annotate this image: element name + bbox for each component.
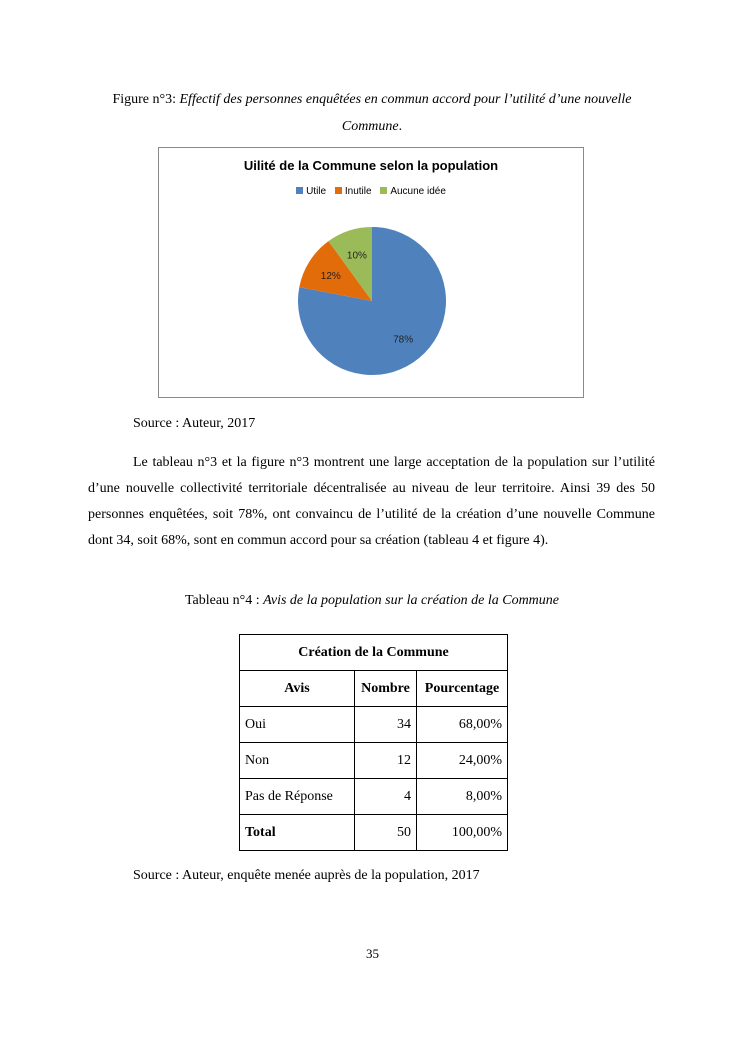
figure-caption-suffix: . [398,119,403,134]
figure-caption-title: Effectif des personnes enquêtées en commun accord pour l’utilité d’une nouvelle Commune [179,92,632,134]
table-total-row [240,815,508,851]
pie-label-inutile: 12% [320,270,341,282]
table-title: Création de la Commune [240,635,508,671]
table-caption-prefix: Tableau n°4 : [184,593,264,608]
cell-pourcentage: 24,00% [417,743,508,779]
total-pourcentage: 100,00% [417,815,508,851]
table-caption-title: Avis de la population sur la création de la Commune [263,593,559,608]
cell-nombre: 12 [355,743,417,779]
header-avis: Avis [240,671,355,707]
figure-caption [88,86,656,140]
legend-label-inutile: Inutile [344,186,372,197]
chart-title: Uilité de la Commune selon la population [243,158,499,173]
figure-source: Source : Auteur, 2017 [133,416,256,431]
legend-label-aucune-idee: Aucune idée [390,186,446,197]
total-nombre: 50 [355,815,417,851]
cell-avis: Oui [240,707,355,743]
pie-plot [159,148,583,397]
table-caption [88,593,656,609]
total-label: Total [240,815,355,851]
table-row [240,743,508,779]
data-table [239,634,508,851]
figure-caption-prefix: Figure n°3: [112,92,180,107]
cell-pourcentage: 8,00% [417,779,508,815]
body-paragraph: Le tableau n°3 et la figure n°3 montrent une large acceptation de la population sur l’utilité d’une nouvelle collectivité territoriale décentralisée au niveau de leur territoire. Ainsi 39 des 50 personnes enquêtées, soit 78%, ont convaincu de l’utilité de la création d’une nouvelle Commune dont 34, soit 68%, sont en commun accord pour sa création (tableau 4 et figure 4). [88,455,655,548]
legend-label-utile: Utile [306,186,327,197]
pie-label-aucune-idee: 10% [346,250,367,262]
table-title-row [240,635,508,671]
cell-nombre: 34 [355,707,417,743]
header-pourcentage: Pourcentage [417,671,508,707]
header-nombre: Nombre [355,671,417,707]
table-row [240,707,508,743]
page-number: 35 [366,946,379,961]
pie-label-utile: 78% [393,334,414,346]
table-row [240,779,508,815]
cell-pourcentage: 68,00% [417,707,508,743]
cell-avis: Pas de Réponse [240,779,355,815]
table-header-row [240,671,508,707]
table-source: Source : Auteur, enquête menée auprès de la population, 2017 [133,868,480,883]
pie-chart [158,147,584,398]
cell-nombre: 4 [355,779,417,815]
cell-avis: Non [240,743,355,779]
